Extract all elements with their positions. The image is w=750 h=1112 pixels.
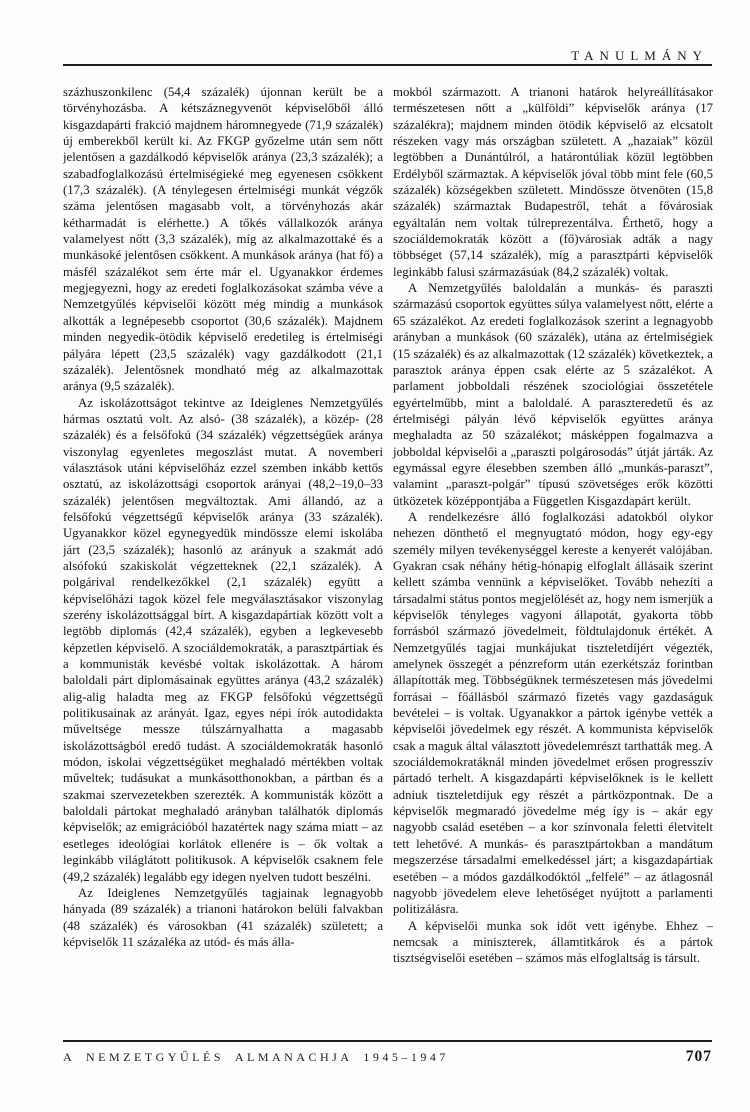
- body-paragraph: A Nemzetgyűlés baloldalán a munkás- és paraszti származású csoportok együttes súlya valamelyest nőtt, elérte a 65 százalékot. Az eredeti foglalkozások szerint a legnagyobb arányban a munkások (60 százalék), utána az értelmiségiek (15 százalék) és az alkalmazottak (12 százalék) következtek, a parasztok aránya éppen csak elérte az 5 százalékot. A parlament jobboldali részének szociológiai összetétele egyértelműbb, mint a baloldalé. A paraszteredetű és az értelmiségi pályán lévő képviselők együttes aránya meghaladta az 50 százalékot; másképpen fogalmazva a jobboldal képviselői a „paraszti polgárosodás” útját járták. Az egymással egyre élesebben szemben álló „munkás-paraszt”, valamint „paraszt-polgár” típusú szövetséges erők közötti ütközetek középpontjába a Független Kisgazdapárt került.: [393, 281, 713, 508]
- page-footer: [63, 1048, 712, 1066]
- footer-page-number: 707: [685, 1048, 712, 1065]
- header-rule: [63, 64, 712, 66]
- body-paragraph: százhuszonkilenc (54,4 százalék) újonnan került be a törvényhozásba. A kétszáznegyvenöt képviselőből álló kisgazdapárti frakció majdnem háromnegyede (71,9 százalék) új emberekből került ki. Az FKGP győzelme után sem nőtt jelentősen a gazdálkodó képviselők aránya (23,3 százalék); a szabadfoglalkozású értelmiségieké meg egyenesen csökkent (17,3 százalék). (A ténylegesen értelmiségi munkát végzők száma jelentősen magasabb volt, a törvényhozás akár kétharmadát is elérhette.) A tőkés vállalkozók aránya valamelyest nőtt (3,3 százalék), míg az alkalmazottaké és a munkásoké jelentősen csökkent. A munkások aránya (hat fő) a másfél százalékot sem érte már el. Ugyanakkor érdemes megjegyezni, hogy az eredeti foglalkozásokat számba véve a Nemzetgyűlés képviselői között még mindig a munkások alkották a legnépesebb csoportot (30,6 százalék). Majdnem minden negyedik-ötödik képviselő eredetileg is értelmiségi pályára lépett (23,5 százalék) vagy gazdálkodott (21,1 százalék). Jelentősnek mondható még az alkalmazottak aránya (9,5 százalék).: [63, 85, 383, 394]
- footer-rule: [63, 1040, 712, 1042]
- body-paragraph: A képviselői munka sok időt vett igénybe. Ehhez – nemcsak a miniszterek, államtitkárok és a pártok tisztségviselői esetében – számos más elfoglaltság is társult.: [393, 918, 713, 966]
- running-header-title: TANULMÁNY: [571, 48, 708, 63]
- body-text: [63, 84, 713, 967]
- body-paragraph: Az iskolázottságot tekintve az Ideiglenes Nemzetgyűlés hármas osztatú volt. Az alsó- (38 százalék), a közép- (28 százalék) és a felsőfokú (34 százalék) végzettségűek aránya viszonylag egyenletes megoszlást mutat. A novemberi választások utáni képviselőház ezzel szemben inkább kettős osztatú, az iskolázottsági csoportok arányai (48,2–19,0–33 százalék) jelentősen megváltoztak. Ami állandó, az a felsőfokú végzettségű képviselők aránya (33 százalék). Ugyanakkor közel egynegyedük mindössze elemi iskolába járt (23,5 százalék); hasonló az arányuk a szakmát adó alsófokú szakiskolát végzetteknek (22,1 százalék). A polgárival rendelkezőkkel (2,1 százalék) együtt a képviselőházi tagok közel fele megválasztásakor viszonylag szerény iskolázottsággal bírt. A kisgazdapártiak között volt a legtöbb diplomás (42,4 százalék), egyben a legkevesebb képzetlen képviselő. A szociáldemokraták, a parasztpártiak és a kommunisták kevésbé voltak iskolázottak. A három baloldali párt diplomásainak együttes aránya (43,2 százalék) alig-alig haladta meg az FKGP felsőfokú végzettségű politikusainak az arányát. Igaz, egyes népi írók autodidakta műveltsége messze túlszárnyalhatta a magasabb iskolázottságból eredő tudást. A szociáldemokraták hasonló módon, iskolai végzettségüket meghaladó mértékben voltak műveltek; tudásukat a munkásotthonokban, a pártban és a szakmai szervezetekben szerezték. A kommunisták között a baloldali pártokat meghaladó arányban találhatók diplomás képviselők; az emigrációból hazatértek nagy száma miatt – az esetleges ideológiai korlátok ellenére is – ők voltak a leginkább világlátott politikusok. A képviselők csaknem fele (49,2 százalék) legalább egy idegen nyelven tudott beszélni.: [63, 395, 383, 884]
- body-paragraph: mokból származott. A trianoni határok helyreállításakor természetesen nőtt a „külföldi” képviselők aránya (17 százalékra); majdnem minden ötödik képviselő az elcsatolt részeken vagy más országban született. A „hazaiak” közül legtöbben a Dunántúlról, a határontúliak közül legtöbben Erdélyből származtak. A képviselők jóval több mint fele (60,5 százalék) községekben született. Mindössze ötvenöten (15,8 százalék) származtak Budapestről, tehát a fővárosiak egyáltalán nem voltak túlreprezentálva. Érthető, hogy a szociáldemokraták között a (fő)városiak adták a nagy többséget (57,14 százalék), míg a parasztpárti képviselők leginkább falusi származásúak (84,2 százalék) voltak.: [393, 85, 713, 279]
- body-paragraph: Az Ideiglenes Nemzetgyűlés tagjainak legnagyobb hányada (89 százalék) a trianoni határokon belüli falvakban (48 százalék) és városokban (41 százalék) született; a képviselők 11 százaléka az utód- és más álla-: [63, 885, 383, 949]
- text-column-right: [393, 84, 713, 967]
- footer-book-title: A NEMZETGYŰLÉS ALMANACHJA 1945–1947: [63, 1050, 449, 1064]
- body-paragraph: A rendelkezésre álló foglalkozási adatokból olykor nehezen dönthető el megnyugtató módon, hogy egy-egy személy milyen tevékenységgel kereste a kenyerét valójában. Gyakran csak néhány hétig-hónapig elfoglalt állásaik szerint kellett számba vennünk a képviselőket. Tovább nehezíti a társadalmi státus pontos megjelölését az, hogy nem ismerjük a képviselők tényleges vagyoni állapotát, gyakorta több forrásból származó jövedelmeit, földtulajdonuk értékét. A Nemzetgyűlés tagjai munkájukat tiszteletdíjért végezték, amelynek összegét a pénzreform után ezerkétszáz forintban állapították meg. Többségüknek természetesen más jövedelmi forrásai – főállásból származó fizetés vagy gazdaságuk bevételei – is voltak. Ugyanakkor a pártok igénybe vették a képviselői jövedelmek egy részét. A kommunista képviselők csak a maguk által választott jövedelemrészt tarthatták meg. A szociáldemokratáknál minden jövedelmet erősen progresszív pártadó terhelt. A kisgazdapárti képviselőknek is le kellett adniuk tiszteletdíjuk egy részét a pártközpontnak. De a képviselők megmaradó jövedelme még így is – akár egy nagyobb család esetében – a kor színvonala feletti életvitelt tett lehetővé. A munkás- és parasztpártokban a mandátum megszerzése társadalmi emelkedéssel járt; a kisgazdapártiak esetében – a módos gazdálkodóktól „felfelé” – az átlagosnál nagyobb jövedelem eleve lehetőséget nyújtott a parlamenti politizálásra.: [393, 509, 713, 917]
- text-column-left: [63, 84, 383, 967]
